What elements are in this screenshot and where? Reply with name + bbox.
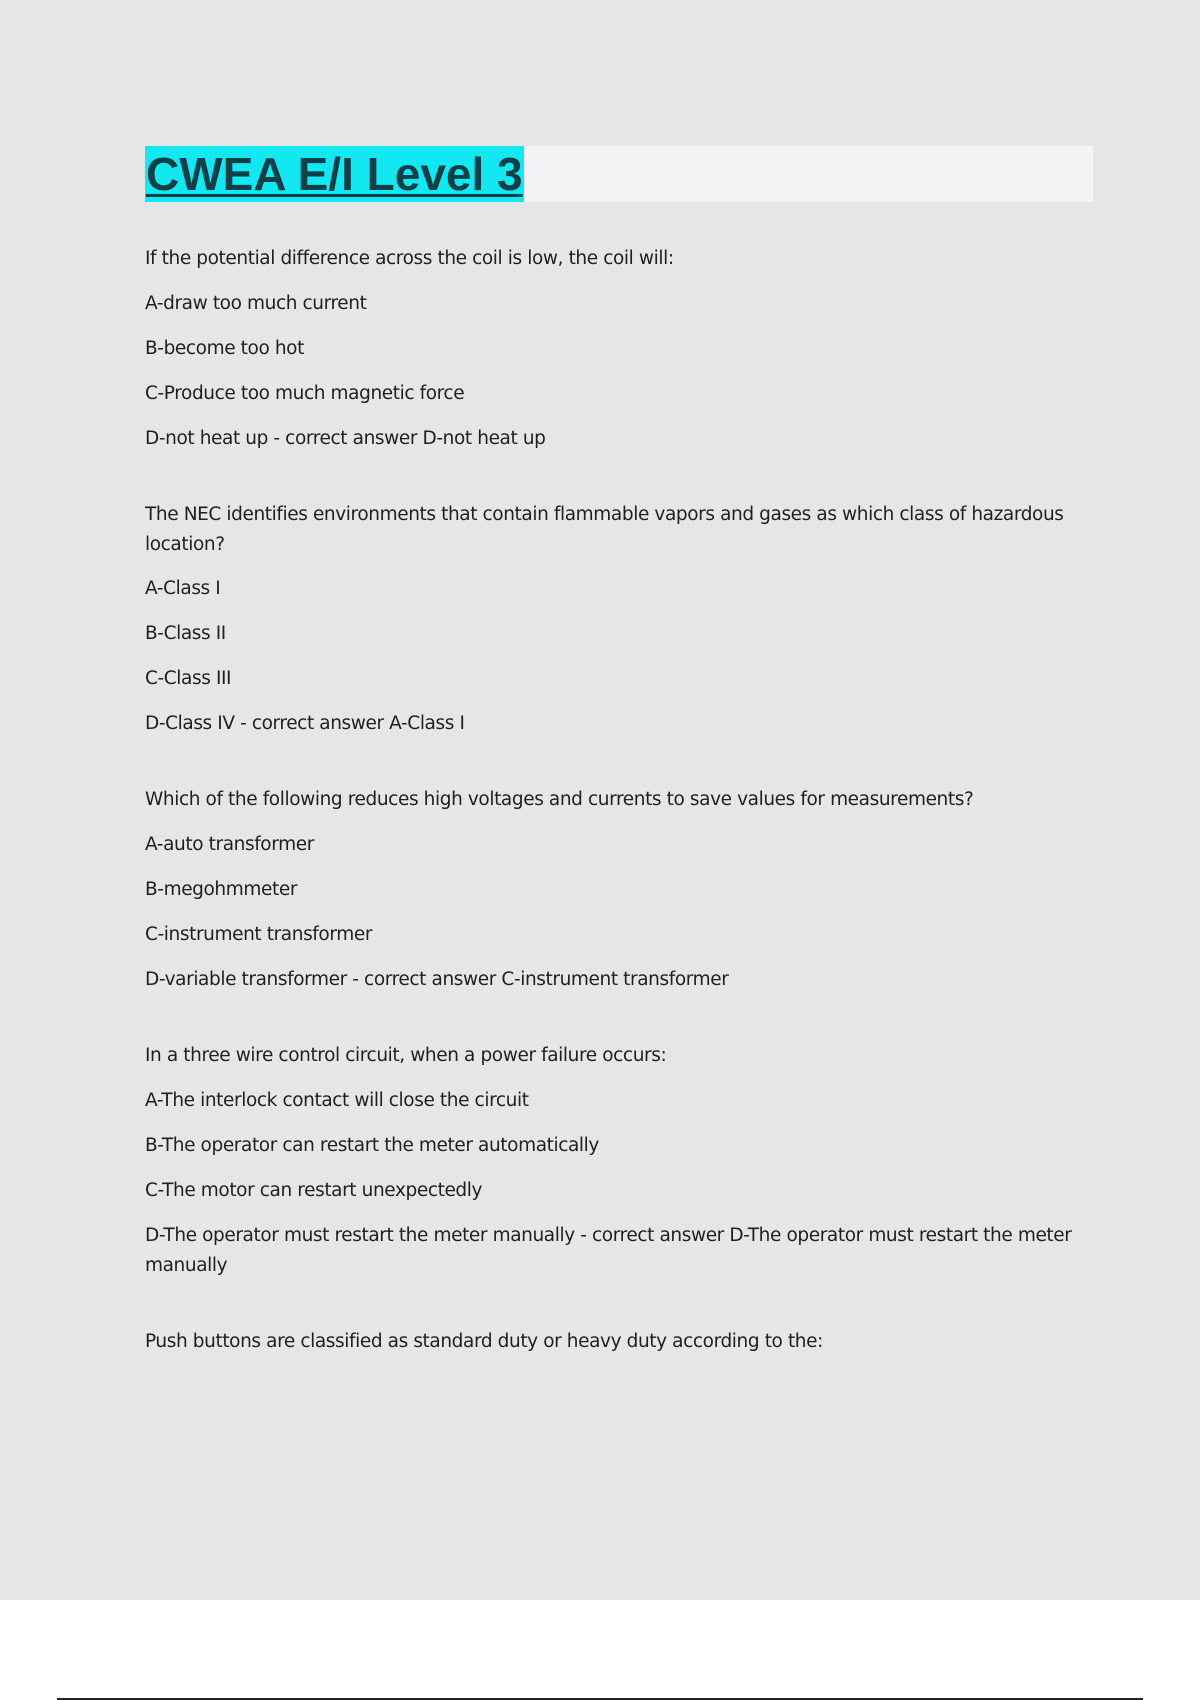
question-block [145, 244, 1090, 454]
answer-option: A-The interlock contact will close the circuit [145, 1090, 529, 1111]
question-list [145, 244, 1090, 1403]
answer-option: B-Class II [145, 623, 226, 644]
answer-option: C-Class III [145, 668, 232, 689]
answer-option-with-correct-answer: D-not heat up - correct answer D-not heat up [145, 428, 546, 449]
answer-option-with-correct-answer: D-Class IV - correct answer A-Class I [145, 713, 465, 734]
question-text: The NEC identifies environments that contain flammable vapors and gases as which class of hazardous location? [145, 504, 1064, 555]
question-text: Push buttons are classified as standard duty or heavy duty according to the: [145, 1331, 823, 1352]
question-block [145, 1041, 1090, 1281]
question-block [145, 1327, 1090, 1357]
question-text: In a three wire control circuit, when a power failure occurs: [145, 1045, 667, 1066]
answer-option-with-correct-answer: D-The operator must restart the meter manually - correct answer D-The operator must restart the meter manually [145, 1225, 1072, 1276]
question-text: Which of the following reduces high voltages and currents to save values for measurements? [145, 789, 974, 810]
answer-option: A-auto transformer [145, 834, 314, 855]
document-title: CWEA E/I Level 3 [146, 148, 523, 200]
question-block [145, 500, 1090, 739]
answer-option-with-correct-answer: D-variable transformer - correct answer C-instrument transformer [145, 969, 729, 990]
answer-option: B-megohmmeter [145, 879, 298, 900]
answer-option: C-Produce too much magnetic force [145, 383, 465, 404]
answer-option: A-draw too much current [145, 293, 367, 314]
answer-option: C-The motor can restart unexpectedly [145, 1180, 483, 1201]
answer-option: C-instrument transformer [145, 924, 373, 945]
answer-option: A-Class I [145, 578, 221, 599]
answer-option: B-become too hot [145, 338, 304, 359]
question-text: If the potential difference across the coil is low, the coil will: [145, 248, 674, 269]
question-block [145, 785, 1090, 995]
answer-option: B-The operator can restart the meter automatically [145, 1135, 599, 1156]
